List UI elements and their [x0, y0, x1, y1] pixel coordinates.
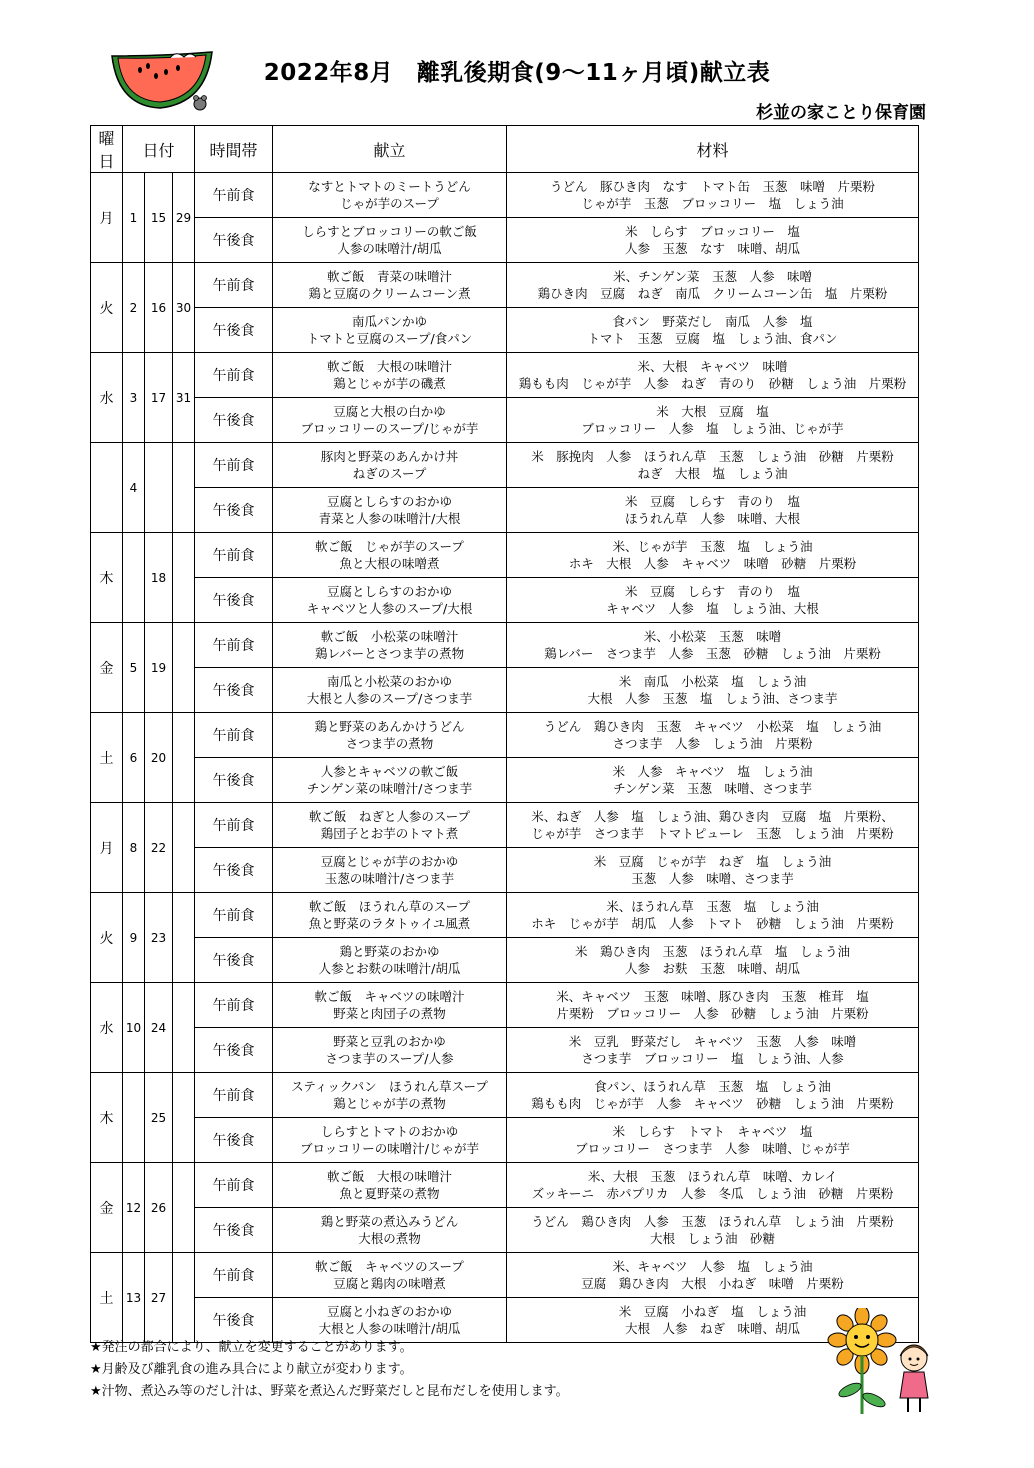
ingredients-cell: [507, 308, 919, 353]
ingredients-line: 米、チンゲン菜 玉葱 人参 味噌: [613, 269, 812, 284]
header-ingredients: 材料: [507, 126, 919, 173]
ingredients-line: 米 大根 豆腐 塩: [656, 404, 769, 419]
ingredients-line: さつま芋 人参 しょう油 片栗粉: [612, 736, 813, 751]
ingredients-cell: [507, 713, 919, 758]
menu-cell: [273, 893, 507, 938]
menu-line: 軟ご飯 ほうれん草のスープ: [308, 899, 471, 914]
menu-line: 軟ご飯 じゃが芋のスープ: [315, 539, 464, 554]
ingredients-line: 米、ねぎ 人参 塩 しょう油、鶏ひき肉 豆腐 塩 片栗粉、: [531, 809, 894, 824]
menu-line: 野菜と肉団子の煮物: [333, 1006, 446, 1021]
menu-line: 大根と人参の味噌汁/胡瓜: [318, 1321, 461, 1336]
meal-time-cell: 午前食: [195, 623, 273, 668]
date-cell: 31: [173, 353, 195, 443]
header-date: 日付: [123, 126, 195, 173]
ingredients-cell: [507, 983, 919, 1028]
table-row: [91, 848, 919, 893]
ingredients-line: ねぎ 大根 塩 しょう油: [637, 466, 788, 481]
weekday-cell: 水: [91, 353, 123, 443]
ingredients-line: 米 しらす ブロッコリー 塩: [625, 224, 800, 239]
date-cell: 27: [145, 1253, 173, 1343]
menu-line: 青菜と人参の味噌汁/大根: [318, 511, 461, 526]
meal-time-cell: 午後食: [195, 758, 273, 803]
menu-line: 豆腐と鶏肉の味噌煮: [333, 1276, 446, 1291]
ingredients-line: 大根 人参 ねぎ 味噌、胡瓜: [625, 1321, 801, 1336]
ingredients-cell: [507, 1253, 919, 1298]
menu-line: なすとトマトのミートうどん: [308, 179, 471, 194]
ingredients-line: 米、じゃが芋 玉葱 塩 しょう油: [612, 539, 813, 554]
table-row: [91, 758, 919, 803]
ingredients-line: うどん 鶏ひき肉 人参 玉葱 ほうれん草 しょう油 片栗粉: [531, 1214, 894, 1229]
header-weekday: 曜日: [91, 126, 123, 173]
date-cell: 16: [145, 263, 173, 353]
date-cell: 15: [145, 173, 173, 263]
table-row: [91, 1073, 919, 1118]
menu-line: 南瓜と小松菜のおかゆ: [327, 674, 453, 689]
date-cell: 6: [123, 713, 145, 803]
table-header-row: [91, 126, 919, 173]
ingredients-line: 米、ほうれん草 玉葱 塩 しょう油: [606, 899, 819, 914]
menu-line: 豆腐としらすのおかゆ: [327, 584, 453, 599]
menu-cell: [273, 713, 507, 758]
menu-line: さつま芋のスープ/人参: [325, 1051, 454, 1066]
menu-line: 鶏と野菜の煮込みうどん: [320, 1214, 459, 1229]
meal-time-cell: 午後食: [195, 578, 273, 623]
menu-line: 魚と大根の味噌煮: [339, 556, 440, 571]
weekday-cell: 木: [91, 1073, 123, 1163]
menu-cell: [273, 983, 507, 1028]
menu-line: じゃが芋のスープ: [340, 196, 439, 211]
ingredients-line: トマト 玉葱 豆腐 塩 しょう油、食パン: [587, 331, 838, 346]
date-cell: [123, 1073, 145, 1163]
ingredients-cell: [507, 443, 919, 488]
ingredients-cell: [507, 623, 919, 668]
date-cell: 30: [173, 263, 195, 353]
menu-line: キャベツと人参のスープ/大根: [306, 601, 473, 616]
header-menu: 献立: [273, 126, 507, 173]
meal-time-cell: 午後食: [195, 488, 273, 533]
date-cell: 22: [145, 803, 173, 893]
date-cell: 17: [145, 353, 173, 443]
menu-line: 人参の味噌汁/胡瓜: [337, 241, 442, 256]
meal-time-cell: 午前食: [195, 803, 273, 848]
table-row: [91, 1118, 919, 1163]
ingredients-cell: [507, 1073, 919, 1118]
table-row: [91, 533, 919, 578]
ingredients-cell: [507, 1163, 919, 1208]
ingredients-line: 玉葱 人参 味噌、さつま芋: [631, 871, 794, 886]
notes: [90, 1337, 569, 1403]
date-cell: 25: [145, 1073, 173, 1163]
table-row: [91, 938, 919, 983]
menu-line: 軟ご飯 大根の味噌汁: [327, 1169, 453, 1184]
ingredients-line: 米 豆腐 しらす 青のり 塩: [625, 584, 801, 599]
date-cell: [173, 443, 195, 533]
weekday-cell: 木: [91, 533, 123, 623]
ingredients-cell: [507, 803, 919, 848]
menu-line: 鶏と野菜のあんかけうどん: [314, 719, 465, 734]
menu-cell: [273, 758, 507, 803]
meal-time-cell: 午前食: [195, 533, 273, 578]
menu-line: ねぎのスープ: [352, 466, 427, 481]
ingredients-line: ほうれん草 人参 味噌、大根: [625, 511, 801, 526]
menu-line: しらすとブロッコリーの軟ご飯: [302, 224, 477, 239]
meal-time-cell: 午前食: [195, 353, 273, 398]
menu-line: 南瓜パンかゆ: [352, 314, 428, 329]
ingredients-line: 米 鶏ひき肉 玉葱 ほうれん草 塩 しょう油: [575, 944, 851, 959]
menu-cell: [273, 173, 507, 218]
table-row: [91, 263, 919, 308]
menu-cell: [273, 308, 507, 353]
organization-name: 杉並の家ことり保育園: [756, 103, 926, 123]
menu-cell: [273, 398, 507, 443]
table-row: [91, 1028, 919, 1073]
meal-time-cell: 午後食: [195, 398, 273, 443]
meal-time-cell: 午前食: [195, 893, 273, 938]
date-cell: 8: [123, 803, 145, 893]
menu-cell: [273, 488, 507, 533]
menu-line: 大根と人参のスープ/さつま芋: [306, 691, 473, 706]
ingredients-cell: [507, 578, 919, 623]
menu-line: 軟ご飯 小松菜の味噌汁: [320, 629, 459, 644]
ingredients-line: 大根 しょう油 砂糖: [650, 1231, 776, 1246]
menu-line: 鶏と豆腐のクリームコーン煮: [308, 286, 471, 301]
ingredients-line: うどん 鶏ひき肉 玉葱 キャベツ 小松菜 塩 しょう油: [543, 719, 882, 734]
meal-time-cell: 午後食: [195, 1118, 273, 1163]
meal-time-cell: 午前食: [195, 983, 273, 1028]
table-row: [91, 713, 919, 758]
menu-line: トマトと豆腐のスープ/食パン: [306, 331, 473, 346]
menu-line: チンゲン菜の味噌汁/さつま芋: [306, 781, 473, 796]
date-cell: 2: [123, 263, 145, 353]
menu-line: 軟ご飯 大根の味噌汁: [327, 359, 453, 374]
ingredients-line: 米、小松菜 玉葱 味噌: [643, 629, 782, 644]
ingredients-cell: [507, 398, 919, 443]
menu-cell: [273, 803, 507, 848]
menu-table: [90, 125, 919, 1343]
meal-time-cell: 午後食: [195, 848, 273, 893]
date-cell: 24: [145, 983, 173, 1073]
ingredients-cell: [507, 848, 919, 893]
date-cell: 12: [123, 1163, 145, 1253]
date-cell: [173, 1073, 195, 1163]
table-row: [91, 488, 919, 533]
date-cell: 18: [145, 533, 173, 623]
menu-line: 野菜と豆乳のおかゆ: [333, 1034, 446, 1049]
date-cell: [173, 1163, 195, 1253]
menu-cell: [273, 353, 507, 398]
ingredients-cell: [507, 263, 919, 308]
table-row: [91, 623, 919, 668]
ingredients-line: 米、大根 キャベツ 味噌: [637, 359, 788, 374]
ingredients-line: ホキ 大根 人参 キャベツ 味噌 砂糖 片栗粉: [568, 556, 857, 571]
weekday-cell: 月: [91, 803, 123, 893]
menu-line: 豆腐と大根の白かゆ: [333, 404, 446, 419]
date-cell: [173, 623, 195, 713]
meal-time-cell: 午前食: [195, 1163, 273, 1208]
table-row: [91, 1298, 919, 1343]
menu-cell: [273, 578, 507, 623]
menu-line: 人参とお麩の味噌汁/胡瓜: [318, 961, 461, 976]
page-title: 2022年8月 離乳後期食(9～11ヶ月頃)献立表: [263, 60, 771, 86]
ingredients-line: 米 しらす トマト キャベツ 塩: [612, 1124, 813, 1139]
date-cell: [173, 533, 195, 623]
ingredients-cell: [507, 218, 919, 263]
table-row: [91, 218, 919, 263]
table-row: [91, 443, 919, 488]
date-cell: [123, 533, 145, 623]
date-cell: 13: [123, 1253, 145, 1343]
weekday-cell: [91, 443, 123, 533]
date-cell: 4: [123, 443, 145, 533]
menu-line: 魚と野菜のラタトゥイユ風煮: [308, 916, 471, 931]
weekday-cell: 火: [91, 893, 123, 983]
ingredients-line: 鶏レバー さつま芋 人参 玉葱 砂糖 しょう油 片栗粉: [544, 646, 881, 661]
date-cell: [173, 983, 195, 1073]
ingredients-line: さつま芋 ブロッコリー 塩 しょう油、人参: [581, 1051, 844, 1066]
ingredients-line: 米 人参 キャベツ 塩 しょう油: [612, 764, 813, 779]
menu-line: 軟ご飯 ねぎと人参のスープ: [308, 809, 471, 824]
ingredients-line: キャベツ 人参 塩 しょう油、大根: [606, 601, 819, 616]
ingredients-line: 米 豆腐 じゃが芋 ねぎ 塩 しょう油: [593, 854, 832, 869]
weekday-cell: 火: [91, 263, 123, 353]
meal-time-cell: 午後食: [195, 308, 273, 353]
note-line: ★汁物、煮込み等のだし汁は、野菜を煮込んだ野菜だしと昆布だしを使用します。: [90, 1384, 569, 1399]
table-row: [91, 398, 919, 443]
ingredients-line: ホキ じゃが芋 胡瓜 人参 トマト 砂糖 しょう油 片栗粉: [531, 916, 894, 931]
meal-time-cell: 午後食: [195, 668, 273, 713]
ingredients-cell: [507, 533, 919, 578]
ingredients-line: 米、大根 玉葱 ほうれん草 味噌、カレイ: [587, 1169, 838, 1184]
weekday-cell: 土: [91, 713, 123, 803]
menu-cell: [273, 668, 507, 713]
date-cell: 5: [123, 623, 145, 713]
date-cell: 3: [123, 353, 145, 443]
ingredients-line: じゃが芋 さつま芋 トマトピューレ 玉葱 しょう油 片栗粉: [531, 826, 894, 841]
menu-cell: [273, 1298, 507, 1343]
meal-time-cell: 午前食: [195, 713, 273, 758]
ingredients-line: 人参 玉葱 なす 味噌、胡瓜: [625, 241, 801, 256]
weekday-cell: 水: [91, 983, 123, 1073]
ingredients-line: うどん 豚ひき肉 なす トマト缶 玉葱 味噌 片栗粉: [550, 179, 876, 194]
ingredients-line: ブロッコリー さつま芋 人参 味噌、じゃが芋: [575, 1141, 850, 1156]
ingredients-line: チンゲン菜 玉葱 味噌、さつま芋: [613, 781, 812, 796]
ingredients-line: 食パン、ほうれん草 玉葱 塩 しょう油: [594, 1079, 831, 1094]
ingredients-line: 片栗粉 ブロッコリー 人参 砂糖 しょう油 片栗粉: [556, 1006, 869, 1021]
date-cell: 10: [123, 983, 145, 1073]
note-line: ★月齢及び離乳食の進み具合により献立が変わります。: [90, 1362, 413, 1377]
date-cell: [173, 1253, 195, 1343]
meal-time-cell: 午後食: [195, 1208, 273, 1253]
menu-line: 豚肉と野菜のあんかけ丼: [320, 449, 459, 464]
date-cell: 1: [123, 173, 145, 263]
menu-cell: [273, 218, 507, 263]
ingredients-cell: [507, 1208, 919, 1253]
date-cell: 26: [145, 1163, 173, 1253]
menu-cell: [273, 1118, 507, 1163]
menu-line: 人参とキャベツの軟ご飯: [320, 764, 459, 779]
date-cell: [173, 803, 195, 893]
ingredients-line: 食パン 野菜だし 南瓜 人参 塩: [612, 314, 813, 329]
table-row: [91, 803, 919, 848]
table-row: [91, 668, 919, 713]
menu-cell: [273, 938, 507, 983]
date-cell: [173, 893, 195, 983]
table-row: [91, 983, 919, 1028]
menu-line: ブロッコリーのスープ/じゃが芋: [300, 421, 479, 436]
ingredients-cell: [507, 353, 919, 398]
ingredients-line: 米、キャベツ 人参 塩 しょう油: [612, 1259, 813, 1274]
menu-line: スティックパン ほうれん草スープ: [291, 1079, 488, 1094]
table-row: [91, 893, 919, 938]
meal-time-cell: 午後食: [195, 218, 273, 263]
ingredients-line: 豆腐 鶏ひき肉 大根 小ねぎ 味噌 片栗粉: [581, 1276, 844, 1291]
ingredients-cell: [507, 1118, 919, 1163]
ingredients-line: じゃが芋 玉葱 ブロッコリー 塩 しょう油: [581, 196, 844, 211]
ingredients-line: 米 豆腐 しらす 青のり 塩: [625, 494, 801, 509]
date-cell: 29: [173, 173, 195, 263]
table-row: [91, 1253, 919, 1298]
menu-line: 大根の煮物: [358, 1231, 421, 1246]
menu-cell: [273, 263, 507, 308]
menu-line: しらすとトマトのおかゆ: [320, 1124, 459, 1139]
menu-line: 鶏と野菜のおかゆ: [339, 944, 440, 959]
menu-cell: [273, 1163, 507, 1208]
header-meal: 時間帯: [195, 126, 273, 173]
date-cell: 23: [145, 893, 173, 983]
menu-line: 鶏団子とお芋のトマト煮: [320, 826, 459, 841]
table-row: [91, 1208, 919, 1253]
ingredients-line: 米 豚挽肉 人参 ほうれん草 玉葱 しょう油 砂糖 片栗粉: [531, 449, 894, 464]
ingredients-cell: [507, 938, 919, 983]
menu-cell: [273, 623, 507, 668]
menu-line: 鶏レバーとさつま芋の煮物: [314, 646, 465, 661]
watermelon-illustration: [108, 48, 218, 120]
menu-cell: [273, 1028, 507, 1073]
ingredients-line: ブロッコリー 人参 塩 しょう油、じゃが芋: [581, 421, 844, 436]
menu-cell: [273, 1208, 507, 1253]
ingredients-cell: [507, 668, 919, 713]
meal-time-cell: 午前食: [195, 173, 273, 218]
meal-time-cell: 午前食: [195, 443, 273, 488]
ingredients-line: 米、キャベツ 玉葱 味噌、豚ひき肉 玉葱 椎茸 塩: [556, 989, 869, 1004]
menu-line: 鶏とじゃが芋の煮物: [333, 1096, 446, 1111]
note-line: ★発注の都合により、献立を変更することがあります。: [90, 1340, 413, 1355]
menu-cell: [273, 1073, 507, 1118]
meal-time-cell: 午前食: [195, 1073, 273, 1118]
menu-cell: [273, 1253, 507, 1298]
ingredients-line: 米 豆乳 野菜だし キャベツ 玉葱 人参 味噌: [568, 1034, 857, 1049]
date-cell: [173, 713, 195, 803]
menu-line: 軟ご飯 キャベツのスープ: [315, 1259, 464, 1274]
date-cell: 20: [145, 713, 173, 803]
ingredients-line: 大根 人参 玉葱 塩 しょう油、さつま芋: [587, 691, 838, 706]
ingredients-line: ズッキーニ 赤パプリカ 人参 冬瓜 しょう油 砂糖 片栗粉: [531, 1186, 894, 1201]
menu-cell: [273, 443, 507, 488]
weekday-cell: 金: [91, 1163, 123, 1253]
ingredients-line: 鶏もも肉 じゃが芋 人参 ねぎ 青のり 砂糖 しょう油 片栗粉: [518, 376, 907, 391]
ingredients-cell: [507, 1028, 919, 1073]
table-row: [91, 308, 919, 353]
weekday-cell: 月: [91, 173, 123, 263]
menu-line: ブロッコリーの味噌汁/じゃが芋: [300, 1141, 479, 1156]
meal-time-cell: 午後食: [195, 1028, 273, 1073]
weekday-cell: 金: [91, 623, 123, 713]
ingredients-cell: [507, 893, 919, 938]
date-cell: [145, 443, 173, 533]
menu-cell: [273, 848, 507, 893]
ingredients-line: 人参 お麩 玉葱 味噌、胡瓜: [625, 961, 801, 976]
menu-line: さつま芋の煮物: [345, 736, 434, 751]
menu-line: 魚と夏野菜の煮物: [339, 1186, 440, 1201]
table-row: [91, 578, 919, 623]
ingredients-line: 米 豆腐 小ねぎ 塩 しょう油: [618, 1304, 807, 1319]
menu-line: 軟ご飯 青菜の味噌汁: [327, 269, 453, 284]
date-cell: 9: [123, 893, 145, 983]
menu-line: 豆腐と小ねぎのおかゆ: [327, 1304, 453, 1319]
date-cell: 19: [145, 623, 173, 713]
table-row: [91, 1163, 919, 1208]
weekday-cell: 土: [91, 1253, 123, 1343]
ingredients-cell: [507, 488, 919, 533]
meal-time-cell: 午前食: [195, 1253, 273, 1298]
ingredients-cell: [507, 758, 919, 803]
meal-time-cell: 午前食: [195, 263, 273, 308]
table-row: [91, 353, 919, 398]
meal-time-cell: 午後食: [195, 938, 273, 983]
menu-cell: [273, 533, 507, 578]
meal-time-cell: 午後食: [195, 1298, 273, 1343]
menu-line: 豆腐とじゃが芋のおかゆ: [320, 854, 459, 869]
menu-line: 豆腐としらすのおかゆ: [327, 494, 453, 509]
menu-line: 軟ご飯 キャベツの味噌汁: [314, 989, 465, 1004]
table-row: [91, 173, 919, 218]
ingredients-line: 鶏ひき肉 豆腐 ねぎ 南瓜 クリームコーン缶 塩 片栗粉: [537, 286, 888, 301]
ingredients-line: 米 南瓜 小松菜 塩 しょう油: [618, 674, 807, 689]
ingredients-line: 鶏もも肉 じゃが芋 人参 キャベツ 砂糖 しょう油 片栗粉: [531, 1096, 894, 1111]
sunflower-girl-illustration: [822, 1308, 942, 1420]
menu-line: 鶏とじゃが芋の磯煮: [333, 376, 446, 391]
menu-line: 玉葱の味噌汁/さつま芋: [324, 871, 455, 886]
ingredients-cell: [507, 173, 919, 218]
